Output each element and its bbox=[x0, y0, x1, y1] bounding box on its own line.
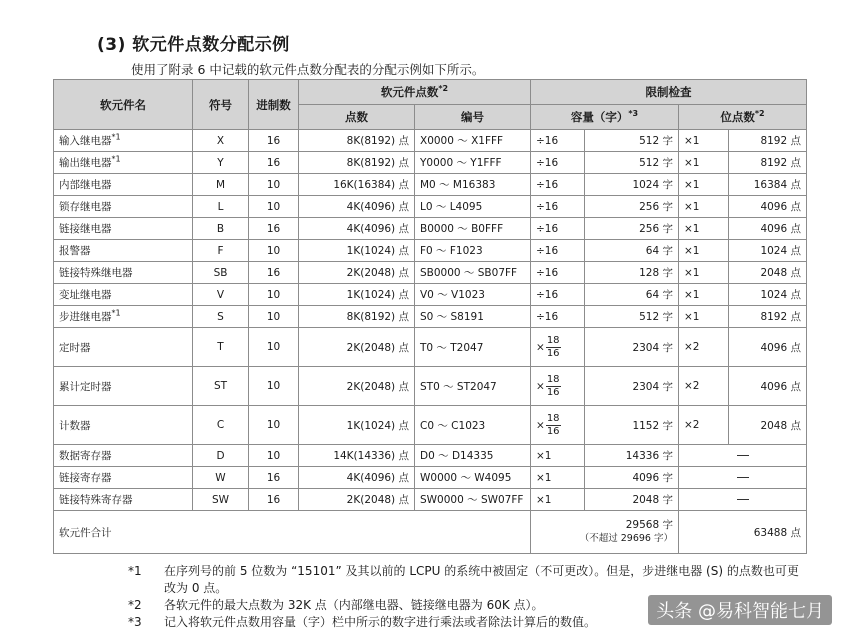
device-base: 16 bbox=[249, 130, 299, 152]
capacity-operator: ÷16 bbox=[531, 152, 585, 174]
bits-value: 16384 点 bbox=[729, 174, 807, 196]
device-base: 16 bbox=[249, 262, 299, 284]
device-symbol: C bbox=[193, 406, 249, 445]
device-name: 输入继电器$^{*1}$ bbox=[54, 130, 193, 152]
fraction: $\frac{18}{16}$ bbox=[546, 373, 560, 398]
bits-operator: ×1 bbox=[679, 262, 729, 284]
capacity-operator: ÷16 bbox=[531, 196, 585, 218]
bits-empty bbox=[679, 467, 807, 489]
device-name: 内部继电器 bbox=[54, 174, 193, 196]
bits-operator: ×1 bbox=[679, 174, 729, 196]
device-range: SB0000 ～ SB07FF bbox=[415, 262, 531, 284]
device-range: L0 ～ L4095 bbox=[415, 196, 531, 218]
device-symbol: ST bbox=[193, 367, 249, 406]
capacity-value: 256 字 bbox=[585, 218, 679, 240]
device-symbol: S bbox=[193, 306, 249, 328]
bits-operator: ×1 bbox=[679, 240, 729, 262]
bits-empty bbox=[679, 445, 807, 467]
header-limit-group: 限制检查 bbox=[531, 80, 807, 105]
device-name: 输出继电器$^{*1}$ bbox=[54, 152, 193, 174]
device-range: T0 ～ T2047 bbox=[415, 328, 531, 367]
fraction: $\frac{18}{16}$ bbox=[546, 334, 560, 359]
device-symbol: B bbox=[193, 218, 249, 240]
device-name: 计数器 bbox=[54, 406, 193, 445]
footnote: *3 记入将软元件点数用容量（字）栏中所示的数字进行乘法或者除法计算后的数值。 bbox=[128, 615, 597, 629]
bits-operator: ×1 bbox=[679, 218, 729, 240]
device-points: 1K(1024) 点 bbox=[299, 240, 415, 262]
capacity-value: 2304 字 bbox=[585, 328, 679, 367]
device-name: 报警器 bbox=[54, 240, 193, 262]
bits-operator: ×1 bbox=[679, 152, 729, 174]
bits-value: 4096 点 bbox=[729, 196, 807, 218]
header-points-group: 软元件点数$^{*2}$ bbox=[299, 80, 531, 105]
bits-value: 8192 点 bbox=[729, 130, 807, 152]
device-symbol: F bbox=[193, 240, 249, 262]
device-symbol: W bbox=[193, 467, 249, 489]
header-capacity: 容量（字）$^{*3}$ bbox=[531, 105, 679, 130]
footnote: *1 在序列号的前 5 位数为 “15101” 及其以前的 LCPU 的系统中被固定（不可更改）。但是，步进继电器 (S) 的点数也可更改为 0 点。 bbox=[128, 564, 799, 595]
capacity-value: 128 字 bbox=[585, 262, 679, 284]
capacity-operator: ÷16 bbox=[531, 306, 585, 328]
bits-value: 1024 点 bbox=[729, 240, 807, 262]
bits-value: 4096 点 bbox=[729, 218, 807, 240]
device-name: 累计定时器 bbox=[54, 367, 193, 406]
bits-value: 8192 点 bbox=[729, 152, 807, 174]
device-base: 16 bbox=[249, 218, 299, 240]
total-capacity: 29568 字 （不超过 29696 字） bbox=[531, 511, 679, 554]
device-range: M0 ～ M16383 bbox=[415, 174, 531, 196]
device-base: 16 bbox=[249, 467, 299, 489]
device-range: C0 ～ C1023 bbox=[415, 406, 531, 445]
dash-mark bbox=[737, 455, 749, 456]
bits-empty bbox=[679, 489, 807, 511]
table-row bbox=[54, 218, 807, 240]
device-range: ST0 ～ ST2047 bbox=[415, 367, 531, 406]
device-points: 1K(1024) 点 bbox=[299, 284, 415, 306]
device-points: 1K(1024) 点 bbox=[299, 406, 415, 445]
dash-mark bbox=[737, 477, 749, 478]
table-row bbox=[54, 262, 807, 284]
bits-value: 4096 点 bbox=[729, 367, 807, 406]
capacity-operator: ×1 bbox=[531, 467, 585, 489]
device-range: X0000 ～ X1FFF bbox=[415, 130, 531, 152]
device-points: 2K(2048) 点 bbox=[299, 328, 415, 367]
dash-mark bbox=[737, 499, 749, 500]
device-range: B0000 ～ B0FFF bbox=[415, 218, 531, 240]
device-base: 16 bbox=[249, 489, 299, 511]
table-row bbox=[54, 367, 807, 406]
page-subtitle: 使用了附录 6 中记载的软元件点数分配表的分配示例如下所示。 bbox=[131, 62, 485, 77]
device-points: 4K(4096) 点 bbox=[299, 196, 415, 218]
device-range: D0 ～ D14335 bbox=[415, 445, 531, 467]
total-label: 软元件合计 bbox=[54, 511, 531, 554]
capacity-operator: ×1 bbox=[531, 445, 585, 467]
capacity-operator: ÷16 bbox=[531, 284, 585, 306]
device-symbol: D bbox=[193, 445, 249, 467]
device-points: 2K(2048) 点 bbox=[299, 262, 415, 284]
device-base: 10 bbox=[249, 406, 299, 445]
device-symbol: SW bbox=[193, 489, 249, 511]
device-symbol: T bbox=[193, 328, 249, 367]
device-points: 4K(4096) 点 bbox=[299, 467, 415, 489]
device-base: 10 bbox=[249, 328, 299, 367]
header-symbol: 符号 bbox=[193, 80, 249, 130]
device-allocation-table bbox=[53, 79, 807, 554]
capacity-value: 1024 字 bbox=[585, 174, 679, 196]
table-row bbox=[54, 284, 807, 306]
device-name: 步进继电器$^{*1}$ bbox=[54, 306, 193, 328]
header-points: 点数 bbox=[299, 105, 415, 130]
device-points: 8K(8192) 点 bbox=[299, 130, 415, 152]
bits-operator: ×1 bbox=[679, 306, 729, 328]
bits-operator: ×1 bbox=[679, 130, 729, 152]
device-base: 10 bbox=[249, 174, 299, 196]
device-points: 8K(8192) 点 bbox=[299, 152, 415, 174]
bits-value: 2048 点 bbox=[729, 406, 807, 445]
device-base: 16 bbox=[249, 152, 299, 174]
capacity-operator: ÷16 bbox=[531, 218, 585, 240]
device-base: 10 bbox=[249, 367, 299, 406]
capacity-value: 256 字 bbox=[585, 196, 679, 218]
device-name: 定时器 bbox=[54, 328, 193, 367]
table-row bbox=[54, 467, 807, 489]
table-body bbox=[54, 130, 807, 554]
capacity-value: 14336 字 bbox=[585, 445, 679, 467]
bits-value: 2048 点 bbox=[729, 262, 807, 284]
table-row bbox=[54, 306, 807, 328]
table-row bbox=[54, 174, 807, 196]
device-points: 8K(8192) 点 bbox=[299, 306, 415, 328]
table-row bbox=[54, 489, 807, 511]
capacity-value: 2048 字 bbox=[585, 489, 679, 511]
capacity-operator: × $\frac{18}{16}$ bbox=[531, 367, 585, 406]
total-row bbox=[54, 511, 807, 554]
device-range: Y0000 ～ Y1FFF bbox=[415, 152, 531, 174]
table-row bbox=[54, 240, 807, 262]
device-symbol: Y bbox=[193, 152, 249, 174]
bits-operator: ×2 bbox=[679, 406, 729, 445]
table-row bbox=[54, 130, 807, 152]
device-symbol: X bbox=[193, 130, 249, 152]
capacity-value: 64 字 bbox=[585, 284, 679, 306]
device-name: 链接特殊继电器 bbox=[54, 262, 193, 284]
device-symbol: M bbox=[193, 174, 249, 196]
capacity-operator: × $\frac{18}{16}$ bbox=[531, 406, 585, 445]
bits-operator: ×1 bbox=[679, 196, 729, 218]
fraction: $\frac{18}{16}$ bbox=[546, 412, 560, 437]
table-row bbox=[54, 445, 807, 467]
device-points: 14K(14336) 点 bbox=[299, 445, 415, 467]
footnote: *2 各软元件的最大点数为 32K 点（内部继电器、链接继电器为 60K 点）。 bbox=[128, 598, 544, 612]
header-number: 编号 bbox=[415, 105, 531, 130]
header-name: 软元件名 bbox=[54, 80, 193, 130]
capacity-operator: ÷16 bbox=[531, 262, 585, 284]
device-base: 10 bbox=[249, 306, 299, 328]
device-name: 变址继电器 bbox=[54, 284, 193, 306]
device-base: 10 bbox=[249, 445, 299, 467]
bits-operator: ×2 bbox=[679, 328, 729, 367]
bits-value: 1024 点 bbox=[729, 284, 807, 306]
device-symbol: V bbox=[193, 284, 249, 306]
device-name: 锁存继电器 bbox=[54, 196, 193, 218]
page-title: (3) 软元件点数分配示例 bbox=[97, 35, 290, 55]
device-name: 链接继电器 bbox=[54, 218, 193, 240]
table-row bbox=[54, 196, 807, 218]
device-range: F0 ～ F1023 bbox=[415, 240, 531, 262]
bits-operator: ×2 bbox=[679, 367, 729, 406]
device-range: SW0000 ～ SW07FF bbox=[415, 489, 531, 511]
watermark: 头条 @易科智能七月 bbox=[648, 595, 832, 625]
table-row bbox=[54, 406, 807, 445]
bits-value: 4096 点 bbox=[729, 328, 807, 367]
device-range: W0000 ～ W4095 bbox=[415, 467, 531, 489]
capacity-operator: ÷16 bbox=[531, 130, 585, 152]
device-name: 链接寄存器 bbox=[54, 467, 193, 489]
device-name: 链接特殊寄存器 bbox=[54, 489, 193, 511]
device-symbol: SB bbox=[193, 262, 249, 284]
device-base: 10 bbox=[249, 284, 299, 306]
device-range: V0 ～ V1023 bbox=[415, 284, 531, 306]
device-base: 10 bbox=[249, 240, 299, 262]
bits-operator: ×1 bbox=[679, 284, 729, 306]
total-bits: 63488 点 bbox=[679, 511, 807, 554]
device-points: 16K(16384) 点 bbox=[299, 174, 415, 196]
header-base: 进制数 bbox=[249, 80, 299, 130]
capacity-value: 2304 字 bbox=[585, 367, 679, 406]
capacity-operator: ÷16 bbox=[531, 240, 585, 262]
capacity-value: 1152 字 bbox=[585, 406, 679, 445]
bits-value: 8192 点 bbox=[729, 306, 807, 328]
device-points: 4K(4096) 点 bbox=[299, 218, 415, 240]
capacity-value: 512 字 bbox=[585, 306, 679, 328]
capacity-operator: ×1 bbox=[531, 489, 585, 511]
device-base: 10 bbox=[249, 196, 299, 218]
table-row bbox=[54, 152, 807, 174]
capacity-value: 512 字 bbox=[585, 130, 679, 152]
table-row bbox=[54, 328, 807, 367]
capacity-operator: × $\frac{18}{16}$ bbox=[531, 328, 585, 367]
capacity-value: 4096 字 bbox=[585, 467, 679, 489]
device-symbol: L bbox=[193, 196, 249, 218]
device-range: S0 ～ S8191 bbox=[415, 306, 531, 328]
header-bits: 位点数$^{*2}$ bbox=[679, 105, 807, 130]
device-name: 数据寄存器 bbox=[54, 445, 193, 467]
device-points: 2K(2048) 点 bbox=[299, 489, 415, 511]
capacity-value: 512 字 bbox=[585, 152, 679, 174]
capacity-operator: ÷16 bbox=[531, 174, 585, 196]
capacity-value: 64 字 bbox=[585, 240, 679, 262]
device-points: 2K(2048) 点 bbox=[299, 367, 415, 406]
